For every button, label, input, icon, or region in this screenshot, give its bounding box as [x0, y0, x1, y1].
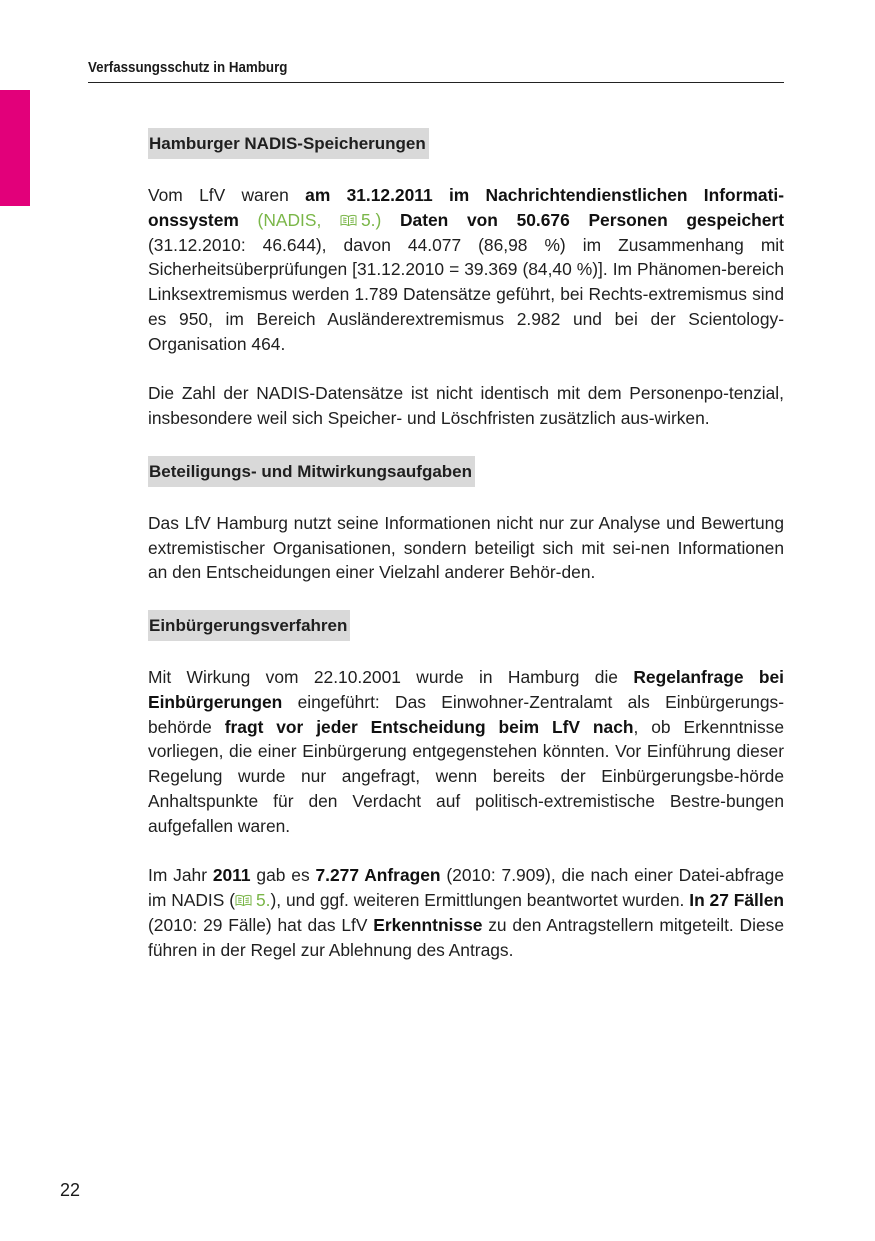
bold-run: 2011 — [212, 865, 251, 886]
section-heading-nadis: Hamburger NADIS-Speicherungen — [148, 128, 429, 159]
bold-run: 7.277 Anfragen — [315, 865, 441, 886]
paragraph-participation: Das LfV Hamburg nutzt seine Informationen nicht nur zur Analyse und Bewertung extremistischer Organisationen, sondern beteiligt sich mit sei-nen Informationen an den Entscheidungen einer Vielzahl anderer Behör-den. — [148, 512, 784, 583]
text-run: gab es — [250, 865, 316, 886]
text-run: (2010: 29 Fälle) hat das LfV — [148, 914, 374, 935]
accent-bar — [0, 90, 30, 206]
reference-link[interactable]: (NADIS, 5.) — [238, 209, 382, 230]
paragraph-naturalization-stats — [148, 863, 784, 962]
text-run: Im Jahr — [148, 865, 213, 886]
section-heading-naturalization: Einbürgerungsverfahren — [148, 610, 350, 641]
text-run: ), und ggf. weiteren Ermittlungen beantwortet wurden. — [270, 890, 690, 911]
text-run: zu den Antragstellern mitgeteilt. Diese führen in der Regel zur Ablehnung des Antrags. — [148, 914, 784, 960]
reference-link[interactable]: 5. — [235, 890, 271, 910]
text-run: eingeführt: Das Einwohner-Zentralamt als Einbürgerungs-behörde — [148, 691, 784, 737]
page-content — [148, 128, 784, 987]
paragraph-naturalization-rule — [148, 665, 784, 839]
header-rule — [88, 82, 784, 83]
text-run: Vom LfV waren — [148, 185, 306, 205]
open-book-icon — [235, 889, 252, 902]
text-run: , ob Erkenntnisse vorliegen, die einer Einbürgerung entgegenstehen könnten. Vor Einführung dieser Regelung wurde nur angefragt, wenn bereits der Einbürgerungsbe-hörde Anhaltspunkte für den Verdacht auf politisch-extremistische Bestre-bungen aufgefallen waren. — [148, 716, 785, 836]
paragraph-nadis-storage — [148, 183, 784, 357]
text-run: (2010: 7.909), die nach einer Datei-abfrage im NADIS ( — [148, 865, 784, 911]
page-number: 22 — [60, 1180, 81, 1200]
bold-run: Regelanfrage bei Einbürgerungen — [148, 666, 785, 712]
paragraph-nadis-note: Die Zahl der NADIS-Datensätze ist nicht identisch mit dem Personenpo-tenzial, insbesondere weil sich Speicher- und Löschfristen zusätzlich aus-wirken. — [148, 383, 784, 429]
bold-run: In 27 Fällen — [689, 890, 784, 911]
section-heading-participation: Beteiligungs- und Mitwirkungsaufgaben — [148, 456, 475, 487]
running-header: Verfassungsschutz in Hamburg — [88, 60, 288, 76]
text-run: Mit Wirkung vom 22.10.2001 wurde in Hamburg die — [148, 666, 634, 687]
bold-run: fragt vor jeder Entscheidung beim LfV nach — [224, 716, 634, 737]
bold-run: Daten von 50.676 Personen gespeichert — [381, 209, 784, 230]
bold-run: am 31.12.2011 im Nachrichtendienstlichen Informati-onssystem — [148, 185, 784, 230]
open-book-icon — [340, 209, 357, 222]
bold-run: Erkenntnisse — [373, 914, 483, 935]
text-run: (31.12.2010: 46.644), davon 44.077 (86,98 %) im Zusammenhang mit Sicherheitsüberprüfungen [31.12.2010 = 39.369 (84,40 %)]. Im Phänomen-bereich Linksextremismus werden 1.789 Datensätze geführt, bei Rechts-extremismus sind es 950, im Bereich Ausländerextremismus 2.982 und bei der Scientology-Organisation 464. — [148, 234, 784, 354]
